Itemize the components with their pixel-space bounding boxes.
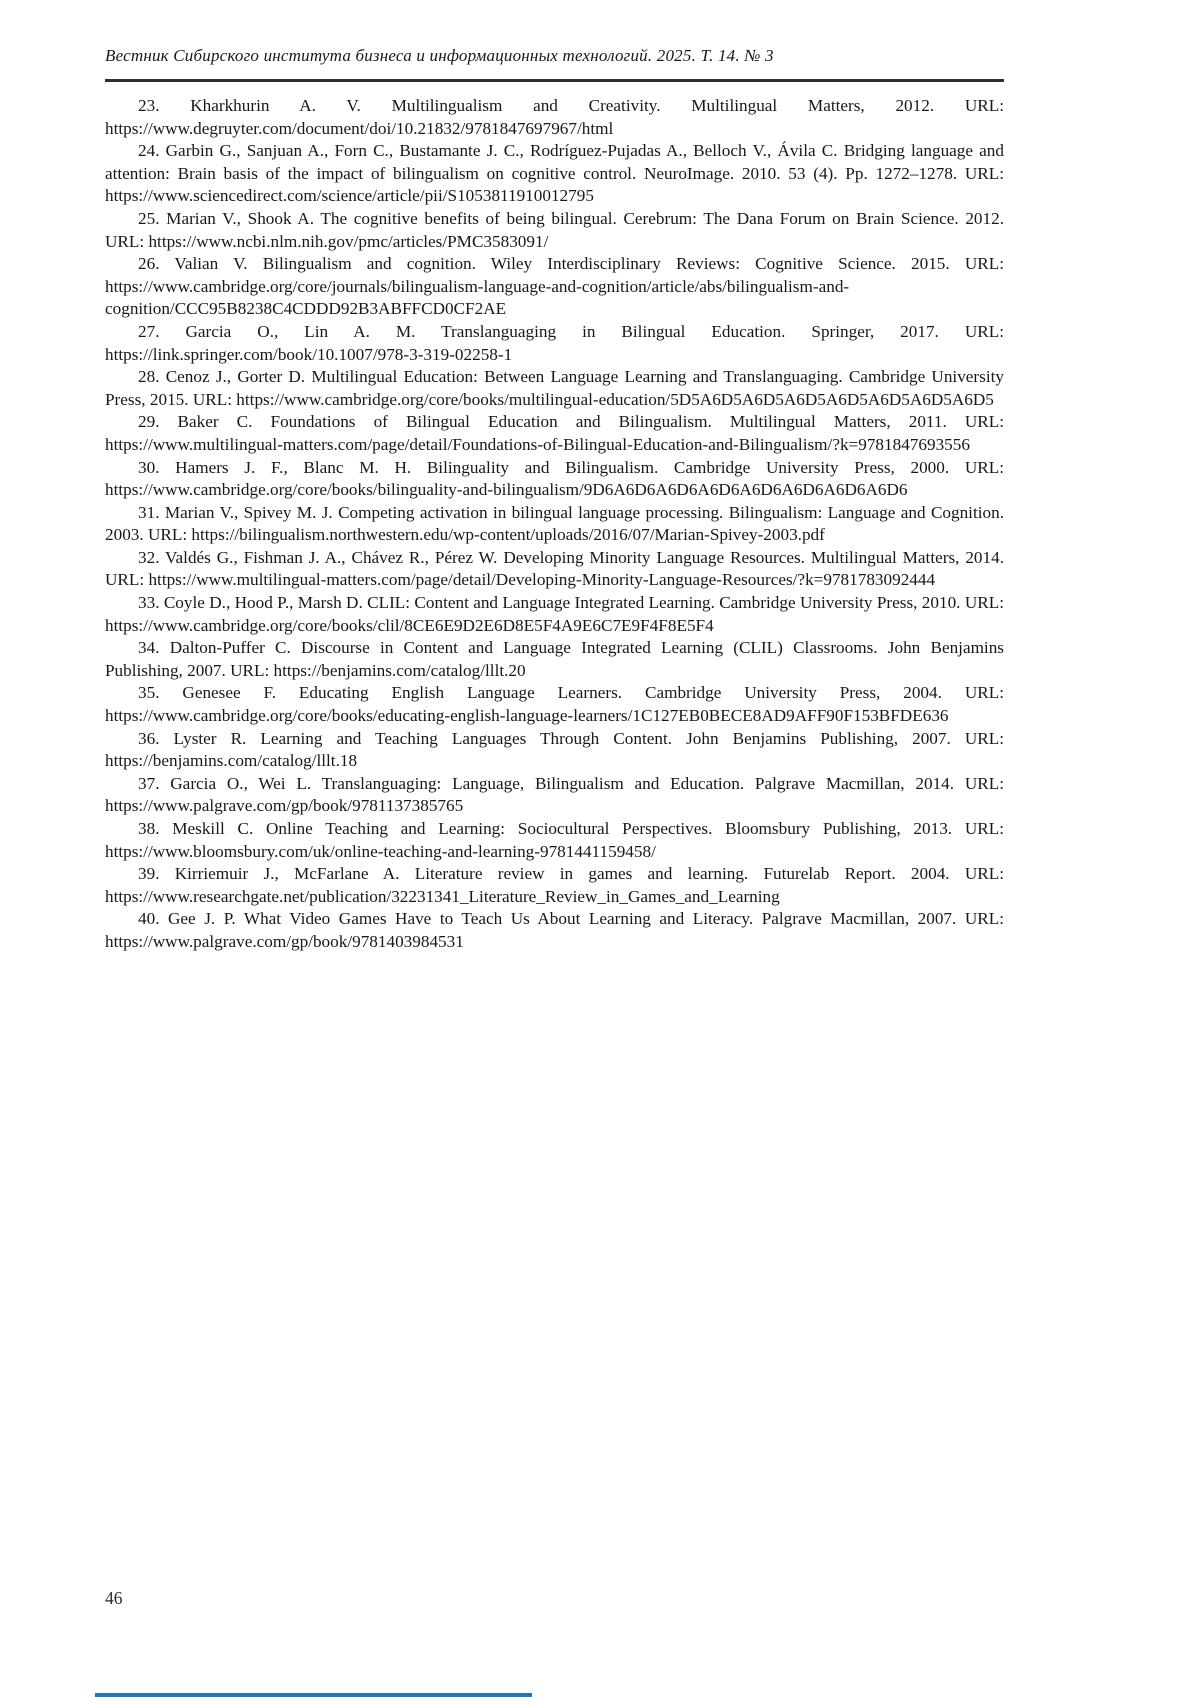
references-list: [105, 95, 1004, 954]
reference-item-40: 40. Gee J. P. What Video Games Have to Teach Us About Learning and Literacy. Palgrave Macmillan, 2007. URL: https://www.palgrave.com/gp/book/9781403984531: [105, 909, 1004, 951]
footer-accent-bar: [95, 1693, 532, 1697]
reference-item-37: 37. Garcia O., Wei L. Translanguaging: Language, Bilingualism and Education. Palgrave Macmillan, 2014. URL: https://www.palgrave.com/gp/book/9781137385765: [105, 773, 1004, 816]
journal-title: Вестник Сибирского института бизнеса и информационных технологий. 2025. Т. 14. № 3: [105, 46, 774, 65]
reference-item-35: 35. Genesee F. Educating English Language Learners. Cambridge University Press, 2004. URL: https://www.cambridge.org/core/books/educating-english-language-learners/1C127EB0BECE8AD9AFF90F153BFDE636: [105, 683, 1004, 726]
reference-item-26: 26. Valian V. Bilingualism and cognition. Wiley Interdisciplinary Reviews: Cognitive Science. 2015. URL: https://www.cambridge.org/core/journals/bilingualism-language-and-cognition/article/abs/bilingualism-and-cognition/CCC95B8238C4CDDD92B3ABFFCD0CF2AE: [105, 254, 1004, 319]
reference-item-28: 28. Cenoz J., Gorter D. Multilingual Education: Between Language Learning and Translanguaging. Cambridge University Press, 2015. URL: https://www.cambridge.org/core/books/multilingual-education/5D5A6D5A6D5A6D5A6D5A6D5A6D5A6D5: [105, 367, 1004, 409]
reference-item-32: 32. Valdés G., Fishman J. A., Chávez R., Pérez W. Developing Minority Language Resources. Multilingual Matters, 2014. URL: https://www.multilingual-matters.com/page/detail/Developing-Minority-Language-Resources/?k=9781783092444: [105, 547, 1004, 590]
reference-item-33: 33. Coyle D., Hood P., Marsh D. CLIL: Content and Language Integrated Learning. Cambridge University Press, 2010. URL: https://www.cambridge.org/core/books/clil/8CE6E9D2E6D8E5F4A9E6C7E9F4F8E5F4: [105, 593, 1004, 635]
reference-item-38: 38. Meskill C. Online Teaching and Learning: Sociocultural Perspectives. Bloomsbury Publishing, 2013. URL: https://www.bloomsbury.com/uk/online-teaching-and-learning-9781441159458/: [105, 819, 1004, 861]
reference-item-39: 39. Kirriemuir J., McFarlane A. Literature review in games and learning. Futurelab Report. 2004. URL: https://www.researchgate.net/publication/32231341_Literature_Review_in_Games_and_Learning: [105, 864, 1004, 906]
running-head: [0, 0, 1200, 82]
reference-item-36: 36. Lyster R. Learning and Teaching Languages Through Content. John Benjamins Publishing, 2007. URL: https://benjamins.com/catalog/lllt.18: [105, 728, 1004, 771]
reference-item-34: 34. Dalton-Puffer C. Discourse in Content and Language Integrated Learning (CLIL) Classrooms. John Benjamins Publishing, 2007. URL: https://benjamins.com/catalog/lllt.20: [105, 638, 1004, 680]
reference-item-24: 24. Garbin G., Sanjuan A., Forn C., Bustamante J. C., Rodríguez-Pujadas A., Belloch V., Ávila C. Bridging language and attention: Brain basis of the impact of bilingualism on cognitive control. NeuroImage. 2010. 53 (4). Pp. 1272–1278. URL: https://www.sciencedirect.com/science/article/pii/S1053811910012795: [105, 141, 1004, 206]
reference-item-25: 25. Marian V., Shook A. The cognitive benefits of being bilingual. Cerebrum: The Dana Forum on Brain Science. 2012. URL: https://www.ncbi.nlm.nih.gov/pmc/articles/PMC3583091/: [105, 208, 1004, 251]
reference-item-31: 31. Marian V., Spivey M. J. Competing activation in bilingual language processing. Bilingualism: Language and Cognition. 2003. URL: https://bilingualism.northwestern.edu/wp-content/uploads/2016/07/Marian-Spivey-2003.pdf: [105, 502, 1004, 545]
reference-item-27: 27. Garcia O., Lin A. M. Translanguaging in Bilingual Education. Springer, 2017. URL: https://link.springer.com/book/10.1007/978-3-319-02258-1: [105, 321, 1004, 364]
page-number: 46: [105, 1588, 123, 1608]
reference-item-30: 30. Hamers J. F., Blanc M. H. Bilinguality and Bilingualism. Cambridge University Press, 2000. URL: https://www.cambridge.org/core/books/bilinguality-and-bilingualism/9D6A6D6A6D6A6D6A6D6A6D6A6D6A6D6: [105, 457, 1004, 500]
header-rule: [105, 79, 1004, 82]
reference-item-23: 23. Kharkhurin A. V. Multilingualism and Creativity. Multilingual Matters, 2012. URL: https://www.degruyter.com/document/doi/10.21832/9781847697967/html: [105, 96, 1004, 138]
reference-item-29: 29. Baker C. Foundations of Bilingual Education and Bilingualism. Multilingual Matters, 2011. URL: https://www.multilingual-matters.com/page/detail/Foundations-of-Bilingual-Education-and-Bilingualism/?k=9781847693556: [105, 412, 1004, 454]
